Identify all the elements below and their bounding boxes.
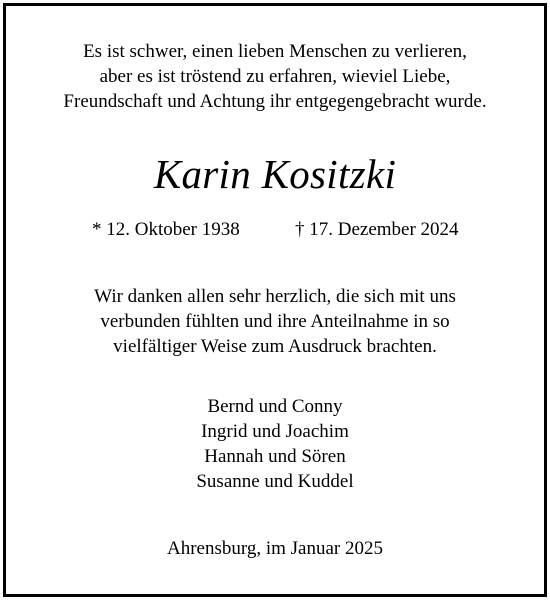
intro-line: aber es ist tröstend zu erfahren, wieviel Liebe, [99, 66, 451, 87]
family-name-line: Ingrid und Joachim [201, 421, 349, 442]
birth-date: * 12. Oktober 1938 [92, 219, 240, 240]
intro-text [0, 39, 550, 114]
thanks-line: Wir danken allen sehr herzlich, die sich mit uns [94, 286, 456, 307]
place-and-date [0, 536, 550, 561]
family-name-line: Susanne und Kuddel [196, 471, 354, 492]
family-name-line: Hannah und Sören [204, 446, 346, 467]
deceased-name: Karin Kositzki [153, 151, 397, 197]
family-name-line: Bernd und Conny [207, 396, 343, 417]
thanks-line: vielfältiger Weise zum Ausdruck brachten. [113, 336, 437, 357]
place-date-line: Ahrensburg, im Januar 2025 [166, 538, 383, 559]
intro-line: Es ist schwer, einen lieben Menschen zu verlieren, [83, 41, 467, 62]
intro-line: Freundschaft und Achtung ihr entgegengebracht wurde. [63, 91, 487, 112]
family-names [0, 394, 550, 494]
thanks-text [0, 284, 550, 359]
death-date: † 17. Dezember 2024 [295, 219, 459, 240]
thanks-line: verbunden fühlten und ihre Anteilnahme in so [100, 311, 450, 332]
